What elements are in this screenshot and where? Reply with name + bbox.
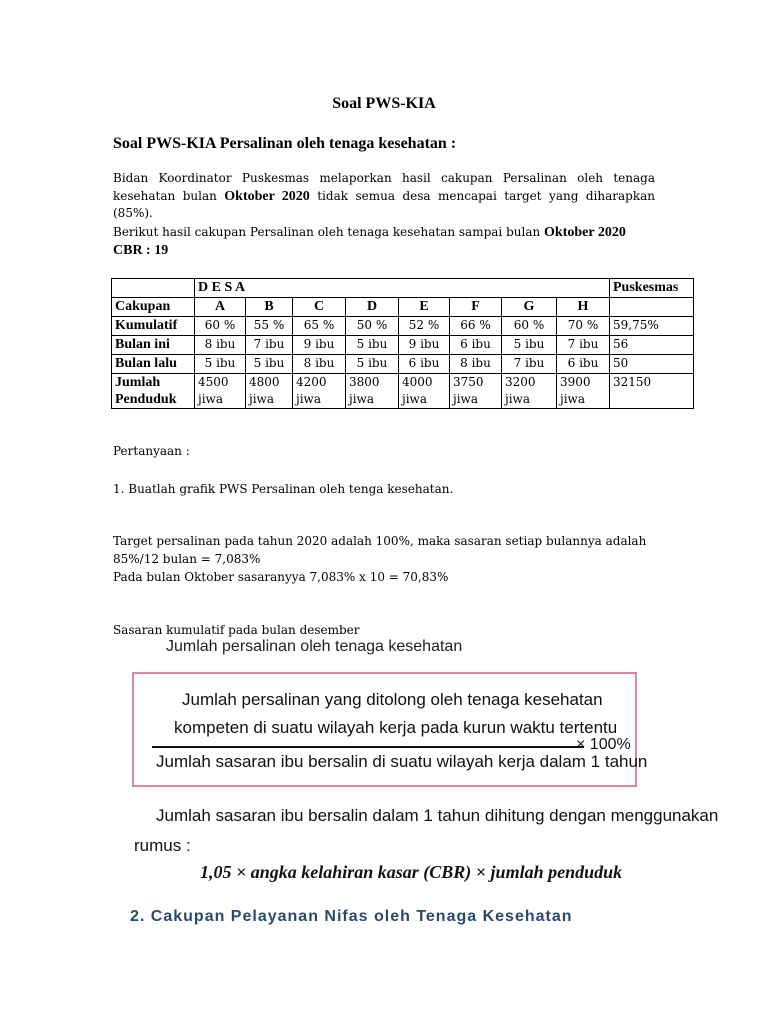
table-cell: 8 ibu bbox=[293, 355, 346, 374]
population-value: 4800 bbox=[249, 375, 280, 389]
intro-bold-month: Oktober 2020 bbox=[224, 188, 310, 204]
column-header: B bbox=[246, 298, 293, 317]
table-row bbox=[112, 336, 694, 355]
puskesmas-cell: 50 bbox=[610, 355, 694, 374]
population-value: 3200 bbox=[505, 375, 536, 389]
column-header: C bbox=[293, 298, 346, 317]
table-cell bbox=[246, 374, 293, 409]
population-value: 3800 bbox=[349, 375, 380, 389]
target-line-1: Target persalinan pada tahun 2020 adalah 100%, maka sasaran setiap bulannya adalah bbox=[113, 534, 647, 548]
table-cell bbox=[293, 374, 346, 409]
population-value: 4200 bbox=[296, 375, 327, 389]
cropped-next-heading bbox=[130, 900, 650, 930]
table-cell: 6 ibu bbox=[557, 355, 610, 374]
intro-paragraph-2 bbox=[113, 224, 655, 242]
table-cell: 5 ibu bbox=[195, 355, 246, 374]
table-cell bbox=[502, 374, 557, 409]
table-cell: 8 ibu bbox=[450, 355, 502, 374]
table-cell: 9 ibu bbox=[399, 336, 450, 355]
puskesmas-cell: 32150 bbox=[610, 374, 694, 409]
table-cell: 65 % bbox=[293, 317, 346, 336]
formula-multiplier: × 100% bbox=[576, 736, 631, 753]
rumus-text-line-2: rumus : bbox=[134, 836, 191, 855]
column-header: D bbox=[346, 298, 399, 317]
page-title: Soal PWS-KIA bbox=[332, 95, 436, 112]
puskesmas-header: Puskesmas bbox=[610, 279, 694, 298]
table-cell: 50 % bbox=[346, 317, 399, 336]
table-cell: 7 ibu bbox=[246, 336, 293, 355]
formula-numerator-line-1: Jumlah persalinan yang ditolong oleh tenaga kesehatan bbox=[182, 690, 603, 709]
desa-header: D E S A bbox=[195, 279, 610, 298]
column-header: F bbox=[450, 298, 502, 317]
population-value: 4500 bbox=[198, 375, 229, 389]
column-header: G bbox=[502, 298, 557, 317]
row-label-penduduk bbox=[112, 374, 195, 409]
population-unit: jiwa bbox=[560, 392, 585, 406]
population-unit: jiwa bbox=[296, 392, 321, 406]
intro-text-1: Bidan Koordinator Puskesmas melaporkan hasil cakupan Persalinan oleh tenaga kesehatan bulan bbox=[113, 171, 655, 203]
puskesmas-empty-cell bbox=[610, 298, 694, 317]
intro-text-2: tidak semua desa mencapai target yang diharapkan (85%). bbox=[113, 188, 655, 220]
rumus-formula: 1,05 × angka kelahiran kasar (CBR) × jumlah penduduk bbox=[200, 862, 623, 882]
table-cell bbox=[450, 374, 502, 409]
table-cell: 5 ibu bbox=[246, 355, 293, 374]
table-cell: 8 ibu bbox=[195, 336, 246, 355]
puskesmas-cell: 56 bbox=[610, 336, 694, 355]
table-cell: 52 % bbox=[399, 317, 450, 336]
coverage-table bbox=[111, 278, 694, 409]
rumus-text-line-1: Jumlah sasaran ibu bersalin dalam 1 tahun dihitung dengan menggunakan bbox=[156, 806, 719, 825]
table-cell: 60 % bbox=[502, 317, 557, 336]
table-cell: 55 % bbox=[246, 317, 293, 336]
population-value: 3900 bbox=[560, 375, 591, 389]
column-header: E bbox=[399, 298, 450, 317]
population-unit: jiwa bbox=[349, 392, 374, 406]
row-label: Bulan ini bbox=[112, 336, 195, 355]
table-row-penduduk bbox=[112, 374, 694, 409]
table-cell: 6 ibu bbox=[450, 336, 502, 355]
intro-paragraph bbox=[113, 170, 655, 223]
table-cell bbox=[195, 374, 246, 409]
cropped-heading-text: Jumlah persalinan oleh tenaga kesehatan bbox=[166, 638, 463, 655]
column-header: A bbox=[195, 298, 246, 317]
population-unit: jiwa bbox=[249, 392, 274, 406]
population-value: 3750 bbox=[453, 375, 484, 389]
fraction-bar bbox=[152, 746, 584, 748]
table-row bbox=[112, 355, 694, 374]
sasaran-kumulatif-label: Sasaran kumulatif pada bulan desember bbox=[113, 623, 360, 637]
formula-denominator: Jumlah sasaran ibu bersalin di suatu wilayah kerja dalam 1 tahun bbox=[156, 752, 648, 771]
table-column-row bbox=[112, 298, 694, 317]
row-label: Kumulatif bbox=[112, 317, 195, 336]
formula-numerator-line-2: kompeten di suatu wilayah kerja pada kurun waktu tertentu bbox=[174, 718, 618, 737]
population-unit: jiwa bbox=[453, 392, 478, 406]
cropped-next-heading-text: 2. Cakupan Pelayanan Nifas oleh Tenaga Kesehatan bbox=[130, 908, 573, 925]
cbr-value: CBR : 19 bbox=[113, 243, 169, 258]
pertanyaan-label: Pertanyaan : bbox=[113, 444, 190, 458]
population-unit: jiwa bbox=[505, 392, 530, 406]
population-value: 4000 bbox=[402, 375, 433, 389]
table-row bbox=[112, 317, 694, 336]
table-cell bbox=[399, 374, 450, 409]
intro-text-3: Berikut hasil cakupan Persalinan oleh tenaga kesehatan sampai bulan bbox=[113, 225, 545, 239]
table-cell: 70 % bbox=[557, 317, 610, 336]
table-cell bbox=[557, 374, 610, 409]
section-subtitle: Soal PWS-KIA Persalinan oleh tenaga kesehatan : bbox=[113, 135, 457, 152]
table-cell: 5 ibu bbox=[502, 336, 557, 355]
table-cell: 6 ibu bbox=[399, 355, 450, 374]
cakupan-label: Cakupan bbox=[112, 298, 195, 317]
table-corner bbox=[112, 279, 195, 298]
column-header: H bbox=[557, 298, 610, 317]
table-cell bbox=[346, 374, 399, 409]
target-line-2: 85%/12 bulan = 7,083% bbox=[113, 552, 261, 566]
row-label: Bulan lalu bbox=[112, 355, 195, 374]
question-1: 1. Buatlah grafik PWS Persalinan oleh tenga kesehatan. bbox=[113, 482, 454, 496]
table-cell: 9 ibu bbox=[293, 336, 346, 355]
table-cell: 66 % bbox=[450, 317, 502, 336]
formula-image bbox=[126, 638, 719, 925]
table-cell: 7 ibu bbox=[502, 355, 557, 374]
table-header-row bbox=[112, 279, 694, 298]
target-line-3: Pada bulan Oktober sasaranyya 7,083% x 10 = 70,83% bbox=[113, 570, 449, 584]
row-label-line: Jumlah bbox=[115, 375, 161, 390]
row-label-line: Penduduk bbox=[115, 392, 177, 407]
table-cell: 7 ibu bbox=[557, 336, 610, 355]
table-cell: 5 ibu bbox=[346, 336, 399, 355]
formula-box bbox=[132, 672, 648, 787]
puskesmas-cell: 59,75% bbox=[610, 317, 694, 336]
table-cell: 5 ibu bbox=[346, 355, 399, 374]
population-unit: jiwa bbox=[402, 392, 427, 406]
intro-bold-month-2: Oktober 2020 bbox=[544, 225, 626, 240]
population-unit: jiwa bbox=[198, 392, 223, 406]
table-cell: 60 % bbox=[195, 317, 246, 336]
